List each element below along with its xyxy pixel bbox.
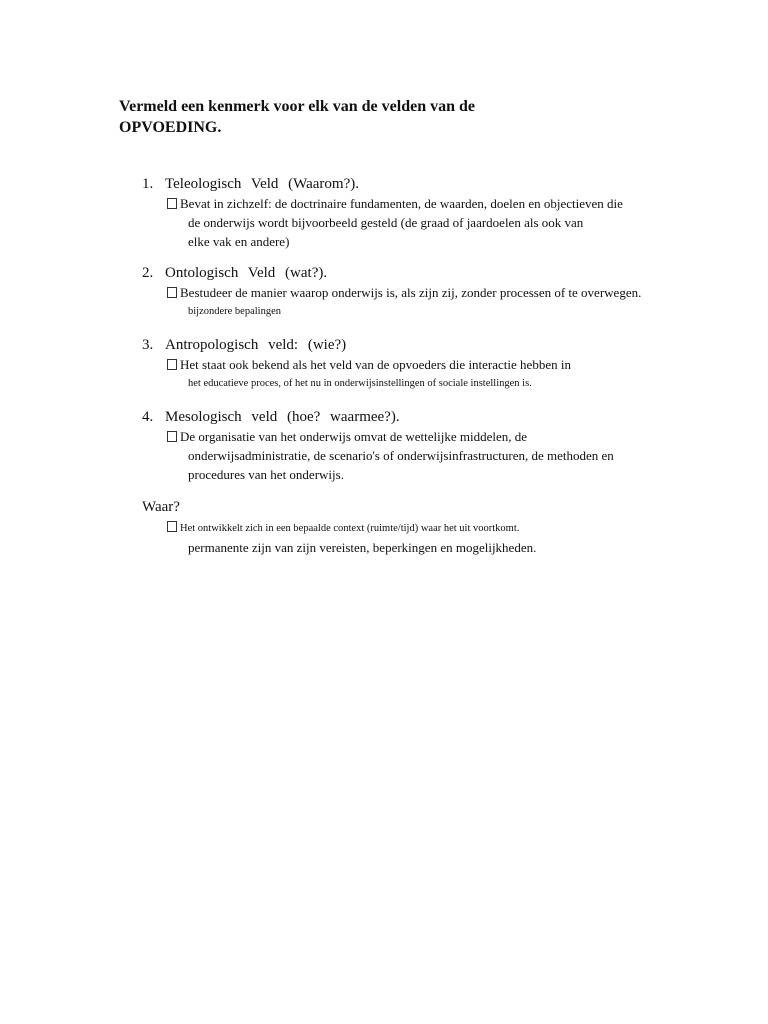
title-line-2: OPVOEDING. bbox=[119, 119, 222, 136]
section-heading bbox=[142, 498, 536, 517]
checkbox-bullet-icon bbox=[167, 287, 177, 298]
checkbox-bullet-icon bbox=[167, 198, 177, 209]
section-heading bbox=[142, 264, 641, 283]
checkbox-bullet-icon bbox=[167, 359, 177, 370]
section-heading-text: Teleologisch Veld (Waarom?). bbox=[165, 176, 359, 192]
bullet-text: Bevat in zichzelf: de doctrinaire fundamenten, de waarden, doelen en objectieven die bbox=[180, 196, 623, 211]
section-number: 1. bbox=[142, 176, 154, 192]
section-number: 3. bbox=[142, 337, 154, 353]
section-number: 4. bbox=[142, 409, 154, 425]
continuation-line: elke vak en andere) bbox=[188, 234, 290, 249]
section-heading-text: Waar? bbox=[142, 499, 180, 515]
bullet-line bbox=[167, 517, 536, 538]
bullet-text: Het ontwikkelt zich in een bepaalde context (ruimte/tijd) waar het uit voortkomt. bbox=[180, 523, 520, 534]
continuation-line: het educatieve proces, of het nu in onderwijsinstellingen of sociale instellingen is. bbox=[188, 378, 532, 389]
bullet-line bbox=[167, 355, 571, 374]
section-teleologisch bbox=[142, 175, 623, 251]
section-ontologisch bbox=[142, 264, 641, 321]
section-antropologisch bbox=[142, 336, 571, 393]
checkbox-bullet-icon bbox=[167, 521, 177, 532]
bullet-line bbox=[167, 283, 641, 302]
section-waar bbox=[142, 498, 536, 557]
section-heading-text: Ontologisch Veld (wat?). bbox=[165, 265, 328, 281]
bullet-line bbox=[167, 427, 614, 446]
section-heading bbox=[142, 175, 623, 194]
document-title bbox=[119, 96, 475, 138]
bullet-text: De organisatie van het onderwijs omvat de wettelijke middelen, de bbox=[180, 429, 528, 444]
section-mesologisch bbox=[142, 408, 614, 484]
continuation-line: de onderwijs wordt bijvoorbeeld gesteld (de graad of jaardoelen als ook van bbox=[188, 215, 584, 230]
bullet-text: Bestudeer de manier waarop onderwijs is, als zijn zij, zonder processen of te overwegen. bbox=[180, 285, 642, 300]
section-heading-text: Antropologisch veld: (wie?) bbox=[165, 337, 347, 353]
title-line-1: Vermeld een kenmerk voor elk van de velden van de bbox=[119, 98, 475, 115]
section-heading bbox=[142, 408, 614, 427]
bullet-line bbox=[167, 194, 623, 213]
continuation-line: bijzondere bepalingen bbox=[188, 306, 282, 317]
continuation-line: procedures van het onderwijs. bbox=[188, 467, 344, 482]
continuation-line: permanente zijn van zijn vereisten, beperkingen en mogelijkheden. bbox=[188, 540, 537, 555]
bullet-text: Het staat ook bekend als het veld van de opvoeders die interactie hebben in bbox=[180, 357, 571, 372]
continuation-line: onderwijsadministratie, de scenario's of onderwijsinfrastructuren, de methoden en bbox=[188, 448, 614, 463]
checkbox-bullet-icon bbox=[167, 431, 177, 442]
section-heading-text: Mesologisch veld (hoe? waarmee?). bbox=[165, 409, 400, 425]
section-number: 2. bbox=[142, 265, 154, 281]
section-heading bbox=[142, 336, 571, 355]
